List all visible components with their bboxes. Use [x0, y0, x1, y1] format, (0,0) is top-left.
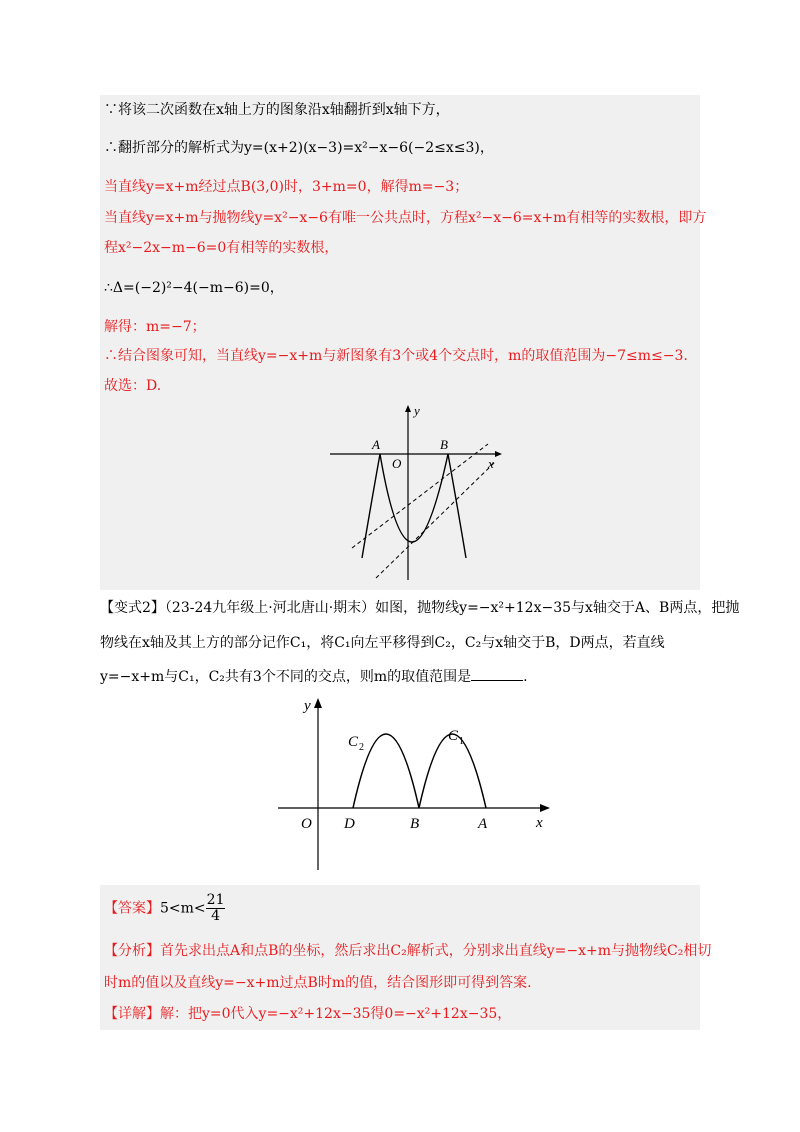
- problem-line-2: 物线在x轴及其上方的部分记作C₁，将C₁向左平移得到C₂，C₂与x轴交于B，D两点，若直线: [100, 635, 665, 651]
- fig1-label-B: B: [440, 437, 448, 452]
- fig2-label-A: A: [478, 816, 488, 832]
- problem-line-1: 【变式2】（23-24九年级上·河北唐山·期末）如图，抛物线y=−x²+12x−35与x轴交于A、B两点，把抛: [100, 600, 740, 616]
- solution-line-8: ∴结合图象可知，当直线y=−x+m与新图象有3个或4个交点时，m的取值范围为−7≤m≤−3.: [104, 348, 688, 364]
- fig1-label-y: y: [414, 403, 420, 418]
- figure-1-graph: [320, 400, 510, 585]
- fig1-label-x: x: [488, 456, 494, 471]
- solution-line-7: 解得：m=−7；: [104, 319, 206, 335]
- fig2-label-D: D: [344, 816, 355, 832]
- fig2-label-O: O: [301, 816, 312, 832]
- solution-line-1: ∵将该二次函数在x轴上方的图象沿x轴翻折到x轴下方，: [104, 102, 450, 118]
- analysis-line-1: [104, 941, 711, 961]
- fig1-dashed-line-2: [376, 462, 495, 578]
- figure-2-graph: [268, 690, 568, 875]
- detail-tag: 【详解】: [104, 1006, 160, 1022]
- solution-line-6: ∴Δ=(−2)²−4(−m−6)=0，: [104, 280, 284, 296]
- fig2-label-C1: C: [448, 728, 459, 744]
- answer-line: [104, 893, 225, 924]
- fig1-left-branch: [362, 454, 380, 558]
- detail-line: [104, 1004, 511, 1024]
- detail-text: 解：把y=0代入y=−x²+12x−35得0=−x²+12x−35，: [160, 1006, 512, 1022]
- analysis-text-1: 首先求出点A和点B的坐标，然后求出C₂解析式，分别求出直线y=−x+m与抛物线C₂相切: [160, 943, 712, 959]
- problem-line-3: [100, 666, 528, 687]
- problem-line-3-text: y=−x+m与C₁，C₂共有3个不同的交点，则m的取值范围是: [100, 669, 472, 685]
- fig1-folded-parabola: [380, 454, 448, 542]
- fig1-label-A: A: [372, 437, 380, 452]
- answer-tag: 【答案】: [104, 900, 160, 917]
- fig2-label-C2-sub: 2: [359, 742, 364, 753]
- fig1-y-arrow: [405, 405, 411, 412]
- fig2-label-C2: C: [348, 734, 359, 750]
- answer-numerator: 21: [206, 892, 225, 908]
- fig2-label-B: B: [410, 816, 420, 832]
- fig1-x-arrow: [495, 451, 502, 457]
- solution-line-9: 故选：D.: [104, 378, 162, 394]
- fig1-label-O: O: [392, 456, 402, 471]
- fig2-label-C1-sub: 1: [459, 736, 464, 747]
- fig2-y-arrow: [314, 698, 322, 708]
- fig2-x-arrow: [540, 804, 550, 812]
- solution-line-5: 程x²−2x−m−6=0有相等的实数根，: [104, 240, 339, 256]
- analysis-tag: 【分析】: [104, 943, 160, 959]
- analysis-line-2: 时m的值以及直线y=−x+m过点B时m的值，结合图形即可得到答案.: [104, 975, 532, 991]
- fig2-label-x: x: [536, 815, 543, 831]
- answer-prefix: 5<m<: [160, 900, 206, 917]
- fig2-label-y: y: [304, 698, 311, 714]
- fig1-right-branch: [448, 454, 466, 558]
- fig2-curve-C1: [419, 734, 486, 808]
- answer-denominator: 4: [211, 908, 221, 924]
- solution-line-3: 当直线y=x+m经过点B(3,0)时，3+m=0，解得m=−3；: [104, 179, 469, 195]
- answer-blank: [471, 666, 523, 681]
- problem-line-3-end: .: [523, 669, 528, 685]
- solution-line-2: ∴翻折部分的解析式为y=(x+2)(x−3)=x²−x−6(−2≤x≤3)，: [104, 140, 494, 156]
- solution-line-4: 当直线y=x+m与抛物线y=x²−x−6有唯一公共点时，方程x²−x−6=x+m有相等的实数根，即方: [104, 210, 707, 226]
- answer-fraction: [206, 893, 226, 924]
